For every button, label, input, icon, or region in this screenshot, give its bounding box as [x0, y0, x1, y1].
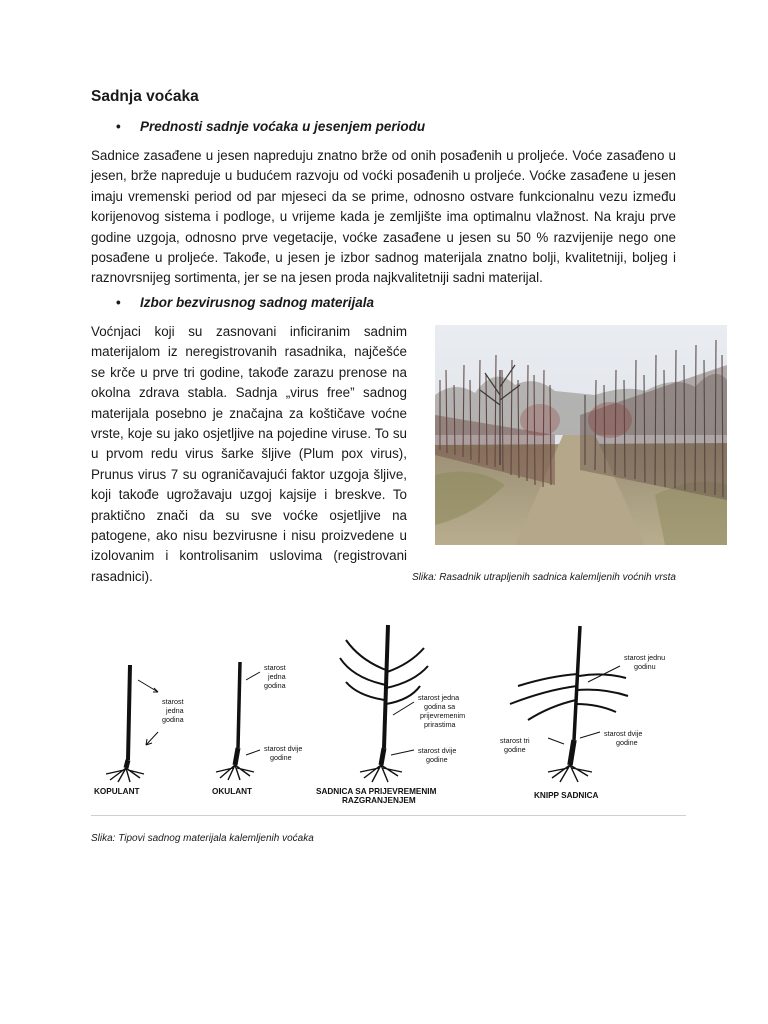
- kopulant-sapling: [106, 665, 158, 782]
- feathered-bottom-label-line2: godine: [426, 755, 448, 764]
- kopulant-label-line2: jedna: [166, 706, 184, 715]
- feathered-top-label-line3: prijevremenim: [420, 711, 466, 720]
- feathered-sapling: [340, 625, 428, 782]
- okulant-top-label-line3: godina: [264, 681, 286, 690]
- okulant-bottom-label-line1: starost dvije: [264, 744, 303, 753]
- okulant-title: OKULANT: [212, 787, 253, 796]
- knipp-right-label-line1: starost dvije: [604, 729, 643, 738]
- kopulant-label-line1: starost: [162, 697, 184, 706]
- feathered-title-line1: SADNICA SA PRIJEVREMENIM: [316, 787, 437, 796]
- photo-caption: Slika: Rasadnik utrapljenih sadnica kalemljenih voćnih vrsta: [411, 572, 676, 583]
- feathered-top-label-line4: prirastima: [424, 720, 456, 729]
- paragraph-autumn-planting: Sadnice zasađene u jesen napreduju znatno brže od onih posađenih u proljeće. Voće zasađeno u jesen, brže napreduje u budućem razvoju od voćki posađenih u proljeće. Voćke zasađene u jesen imaju vremenski period od par mjeseci da se prime, odnosno ostvare funkcionalnu vezu između korijenovog sistema i podloge, u vrijeme kada je zemljište ima optimalnu vlažnost. Na kraju prve godine uzgoja, odnosno prve vegetacije, voćke zasađene u jesen su 50 % razvijenije nego one posađene u proljeće. Takođe, u jesen je izbor sadnog materijala znatno bolji, kvalitetniji, boljeg i raznovrsnijeg sortimenta, jer se na jesen proda najkvalitetniji sadni materijal.: [91, 148, 676, 286]
- feathered-bottom-label-line1: starost dvije: [418, 746, 457, 755]
- section-heading-virus-free: [116, 295, 374, 310]
- kopulant-label-line3: godina: [162, 715, 184, 724]
- divider: [91, 815, 686, 816]
- knipp-left-label-line2: godine: [504, 745, 526, 754]
- diagram-caption: Slika: Tipovi sadnog materijala kalemljenih voćaka: [91, 833, 314, 844]
- knipp-title: KNIPP SADNICA: [534, 791, 599, 800]
- knipp-top-label-line2: godinu: [634, 662, 656, 671]
- feathered-top-label-line1: starost jedna: [418, 693, 460, 702]
- section-heading-autumn-planting: [116, 119, 425, 134]
- okulant-sapling: [216, 662, 260, 780]
- knipp-left-label-line1: starost tri: [500, 736, 530, 745]
- knipp-top-label-line1: starost jednu: [624, 653, 666, 662]
- planting-material-diagram: [88, 620, 688, 810]
- section-title: Prednosti sadnje voćaka u jesenjem periodu: [140, 119, 426, 134]
- kopulant-title: KOPULANT: [94, 787, 140, 796]
- section-title: Izbor bezvirusnog sadnog materijala: [140, 295, 375, 310]
- nursery-photo: [435, 325, 727, 545]
- feathered-title-line2: RAZGRANJENJEM: [342, 796, 416, 805]
- paragraph-virus-free: Voćnjaci koji su zasnovani inficiranim sadnim materijalom iz neregistrovanih rasadnika, najčešće se krče u prve tri godine, takođe zarazu prenose na okolna zdrava stabla. Sadnja „virus free” sadnog materijala posebno je značajna za koštičave voćne vrste, koje su jako osjetljive na pojedine viruse. To su u prvom redu virus šarke šljive (Plum pox virus), Prunus virus 7 su ograničavajući faktor uzgoja šljive, koji takođe ugrožavaju uzgoj kajsije i breskve. To praktično znači da su sve voćke osjetljive na patogene, ako nisu bezvirusne i nisu proizvedene u izolovanim i kontrolisanim uslovima (registrovani rasadnici).: [91, 324, 407, 584]
- bullet-icon: •: [116, 295, 121, 310]
- knipp-sapling: [510, 626, 628, 782]
- knipp-right-label-line2: godine: [616, 738, 638, 747]
- okulant-top-label-line2: jedna: [268, 672, 286, 681]
- bullet-icon: •: [116, 119, 121, 134]
- okulant-bottom-label-line2: godine: [270, 753, 292, 762]
- feathered-top-label-line2: godina sa: [424, 702, 456, 711]
- okulant-top-label-line1: starost: [264, 663, 286, 672]
- page-title: Sadnja voćaka: [91, 88, 199, 105]
